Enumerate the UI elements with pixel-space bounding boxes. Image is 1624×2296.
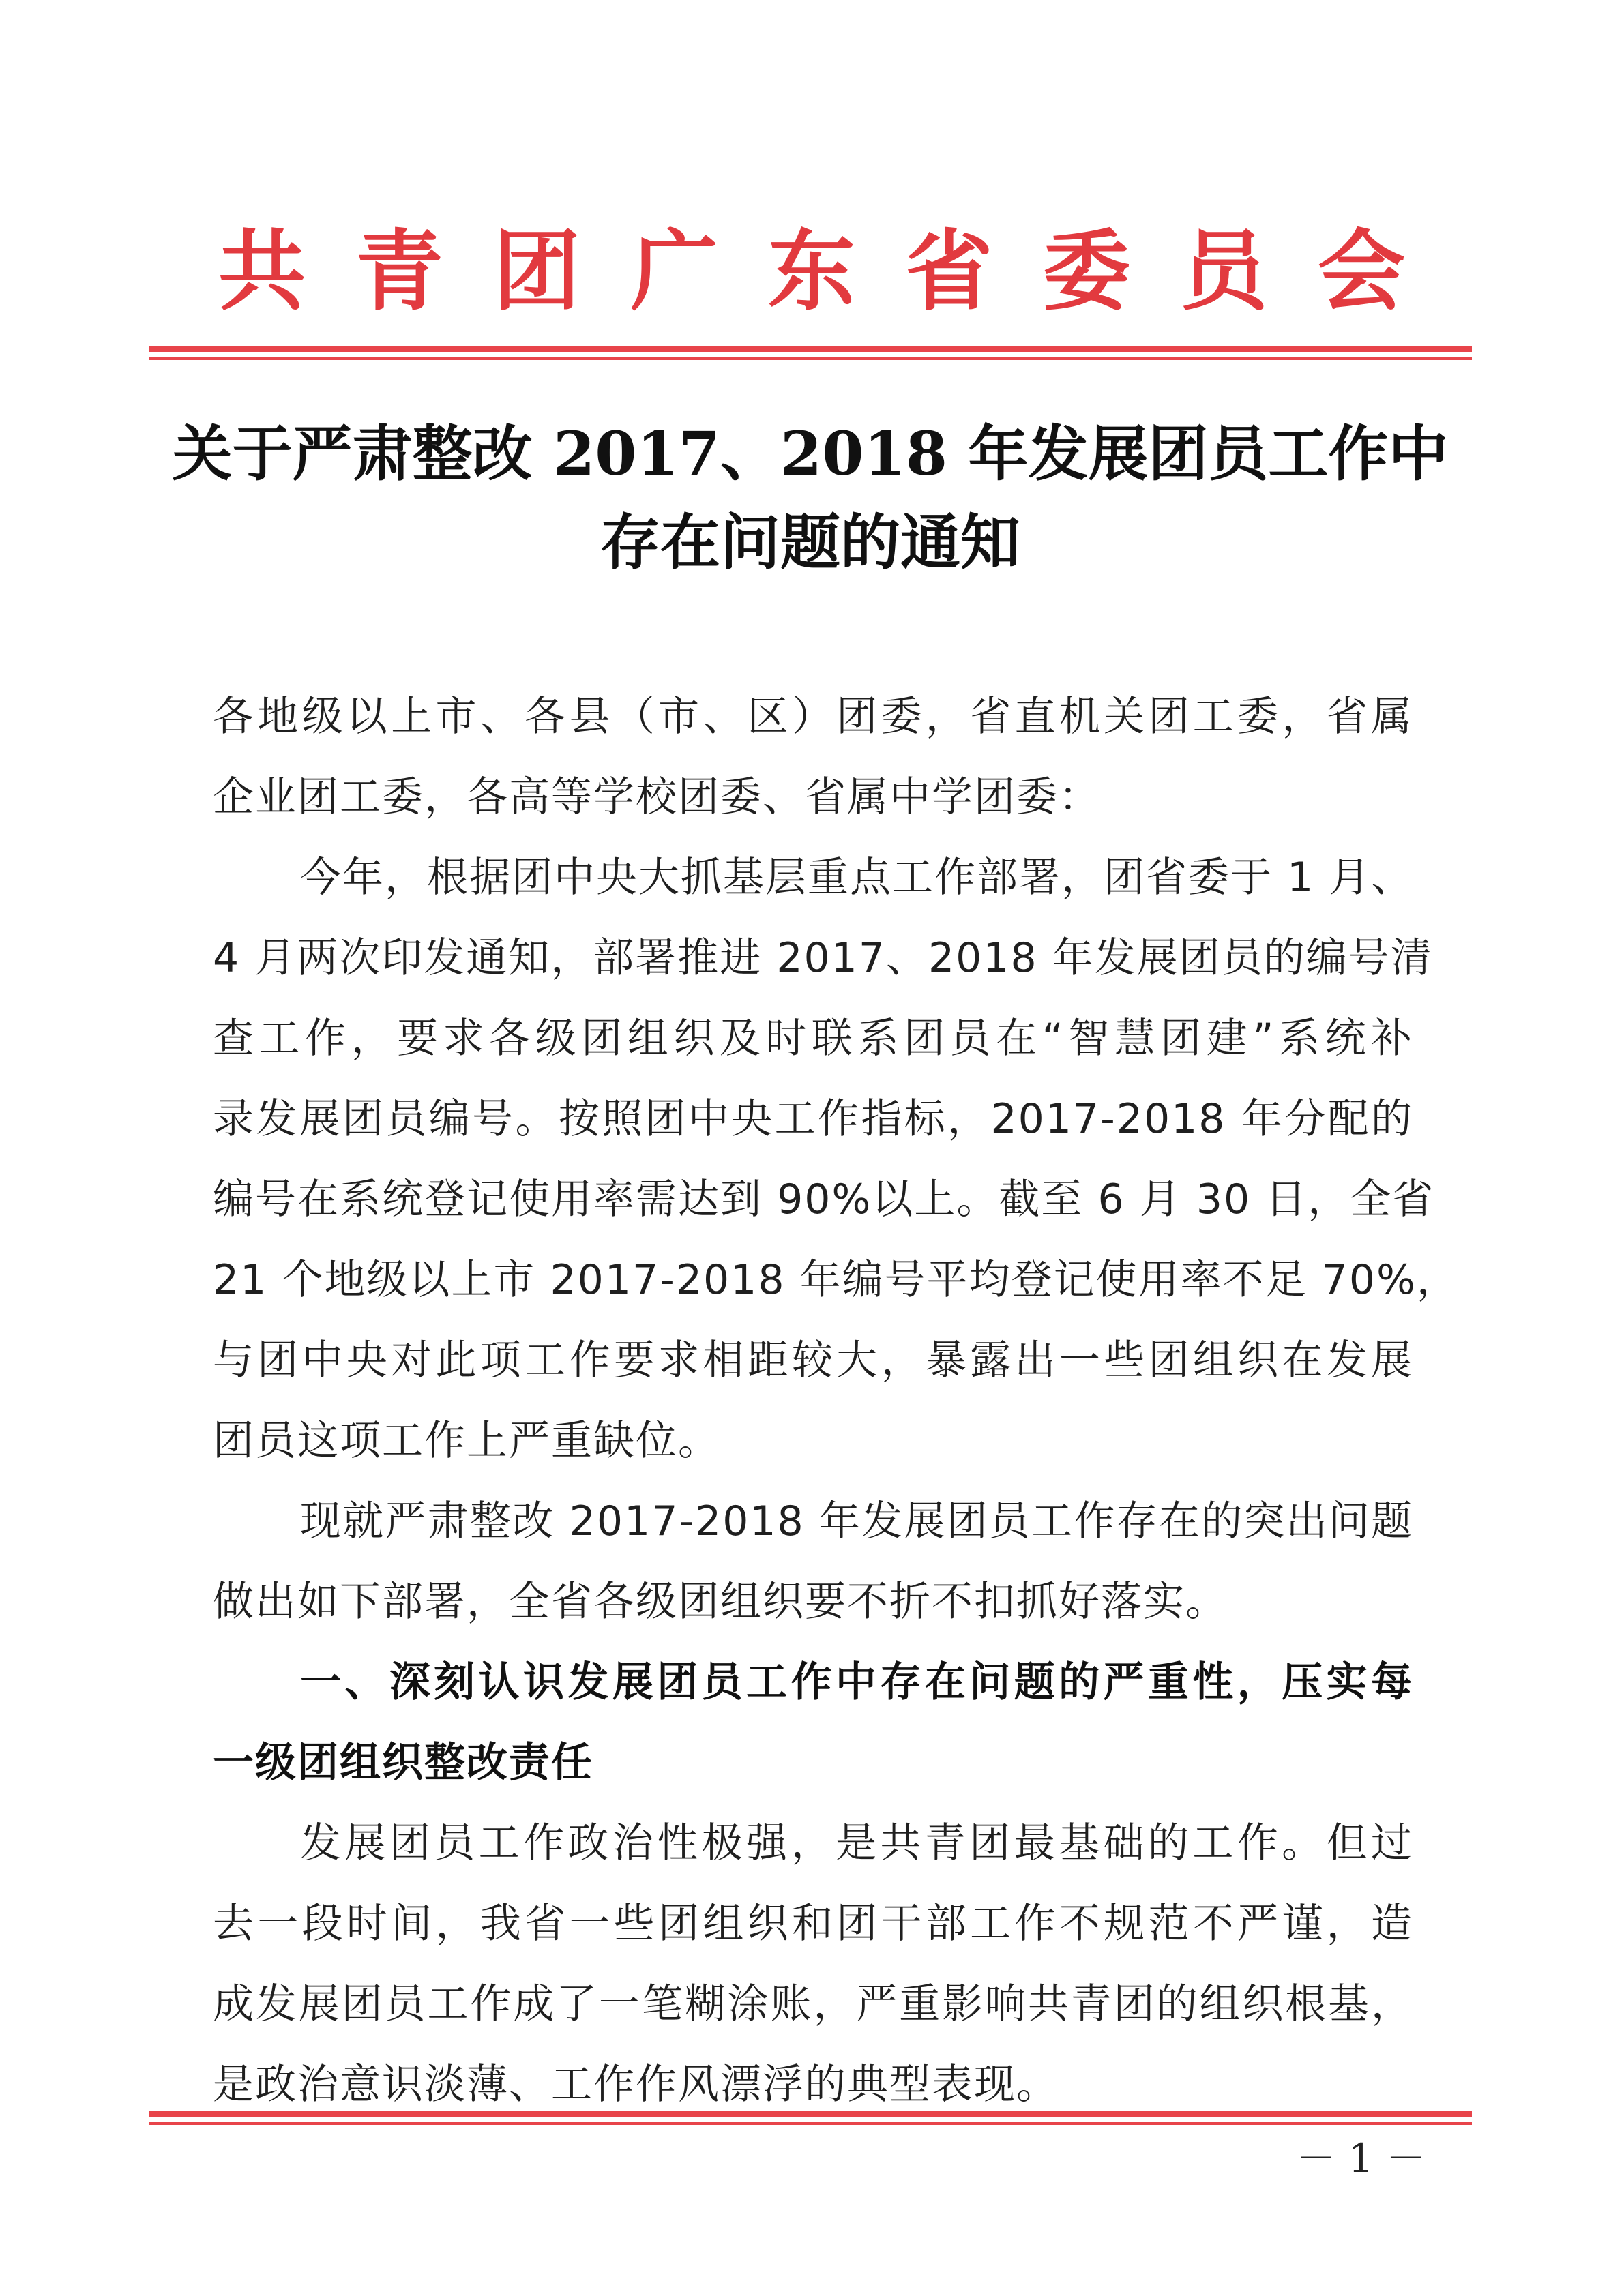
header-red-double-rule bbox=[149, 346, 1472, 360]
paragraph-1-line-8: 团员这项工作上严重缺位。 bbox=[213, 1417, 720, 1465]
masthead-char: 员 bbox=[1180, 220, 1268, 323]
rule-thick-line bbox=[149, 2111, 1472, 2117]
paragraph-3-line-1: 发展团员工作政治性极强，是共青团最基础的工作。但过 bbox=[300, 1819, 1413, 1867]
paragraph-1-line-3: 查工作，要求各级团组织及时联系团员在“智慧团建”系统补 bbox=[213, 1015, 1413, 1062]
masthead-organization-name bbox=[218, 217, 1405, 326]
masthead-char: 团 bbox=[492, 220, 580, 323]
rule-thin-line bbox=[149, 2122, 1472, 2125]
paragraph-1-line-4: 录发展团员编号。按照团中央工作指标，2017-2018 年分配的 bbox=[213, 1095, 1413, 1143]
masthead-char: 广 bbox=[630, 220, 718, 323]
paragraph-1-line-5: 编号在系统登记使用率需达到 90%以上。截至 6 月 30 日，全省 bbox=[213, 1176, 1435, 1223]
paragraph-2-line-1: 现就严肃整改 2017-2018 年发展团员工作存在的突出问题 bbox=[300, 1497, 1413, 1545]
paragraph-3-line-4: 是政治意识淡薄、工作作风漂浮的典型表现。 bbox=[213, 2061, 1059, 2108]
masthead-char: 省 bbox=[905, 220, 993, 323]
paragraph-1-line-2: 4 月两次印发通知，部署推进 2017、2018 年发展团员的编号清 bbox=[213, 934, 1433, 982]
title-line-2: 存在问题的通知 bbox=[600, 507, 1020, 578]
masthead-char: 委 bbox=[1042, 220, 1130, 323]
section-1-heading-line-1: 一、深刻认识发展团员工作中存在问题的严重性，压实每 bbox=[300, 1658, 1413, 1706]
rule-thick-line bbox=[149, 346, 1472, 352]
page-number: － 1 － bbox=[1296, 2135, 1426, 2181]
rule-thin-line bbox=[149, 357, 1472, 360]
masthead-char: 共 bbox=[218, 220, 306, 323]
footer-red-double-rule bbox=[149, 2111, 1472, 2125]
masthead-char: 青 bbox=[355, 220, 443, 323]
paragraph-1-line-6: 21 个地级以上市 2017-2018 年编号平均登记使用率不足 70%， bbox=[213, 1256, 1460, 1304]
document-title bbox=[149, 409, 1472, 586]
recipients-line-1: 各地级以上市、各县（市、区）团委，省直机关团工委，省属 bbox=[213, 693, 1413, 741]
recipients-line-2: 企业团工委，各高等学校团委、省属中学团委： bbox=[213, 773, 1101, 821]
paragraph-3-line-3: 成发展团员工作成了一笔糊涂账，严重影响共青团的组织根基， bbox=[213, 1980, 1413, 2028]
paragraph-3-line-2: 去一段时间，我省一些团组织和团干部工作不规范不严谨，造 bbox=[213, 1900, 1413, 1948]
paragraph-1-line-1: 今年，根据团中央大抓基层重点工作部署，团省委于 1 月、 bbox=[300, 854, 1414, 901]
masthead-char: 东 bbox=[767, 220, 855, 323]
title-line-1: 关于严肃整改 2017、2018 年发展团员工作中 bbox=[172, 418, 1449, 489]
section-1-heading-line-2: 一级团组织整改责任 bbox=[213, 1739, 593, 1787]
paragraph-1-line-7: 与团中央对此项工作要求相距较大，暴露出一些团组织在发展 bbox=[213, 1337, 1413, 1384]
masthead-char: 会 bbox=[1317, 220, 1405, 323]
document-body bbox=[213, 676, 1460, 2125]
paragraph-2-line-2: 做出如下部署，全省各级团组织要不折不扣抓好落实。 bbox=[213, 1578, 1228, 1626]
